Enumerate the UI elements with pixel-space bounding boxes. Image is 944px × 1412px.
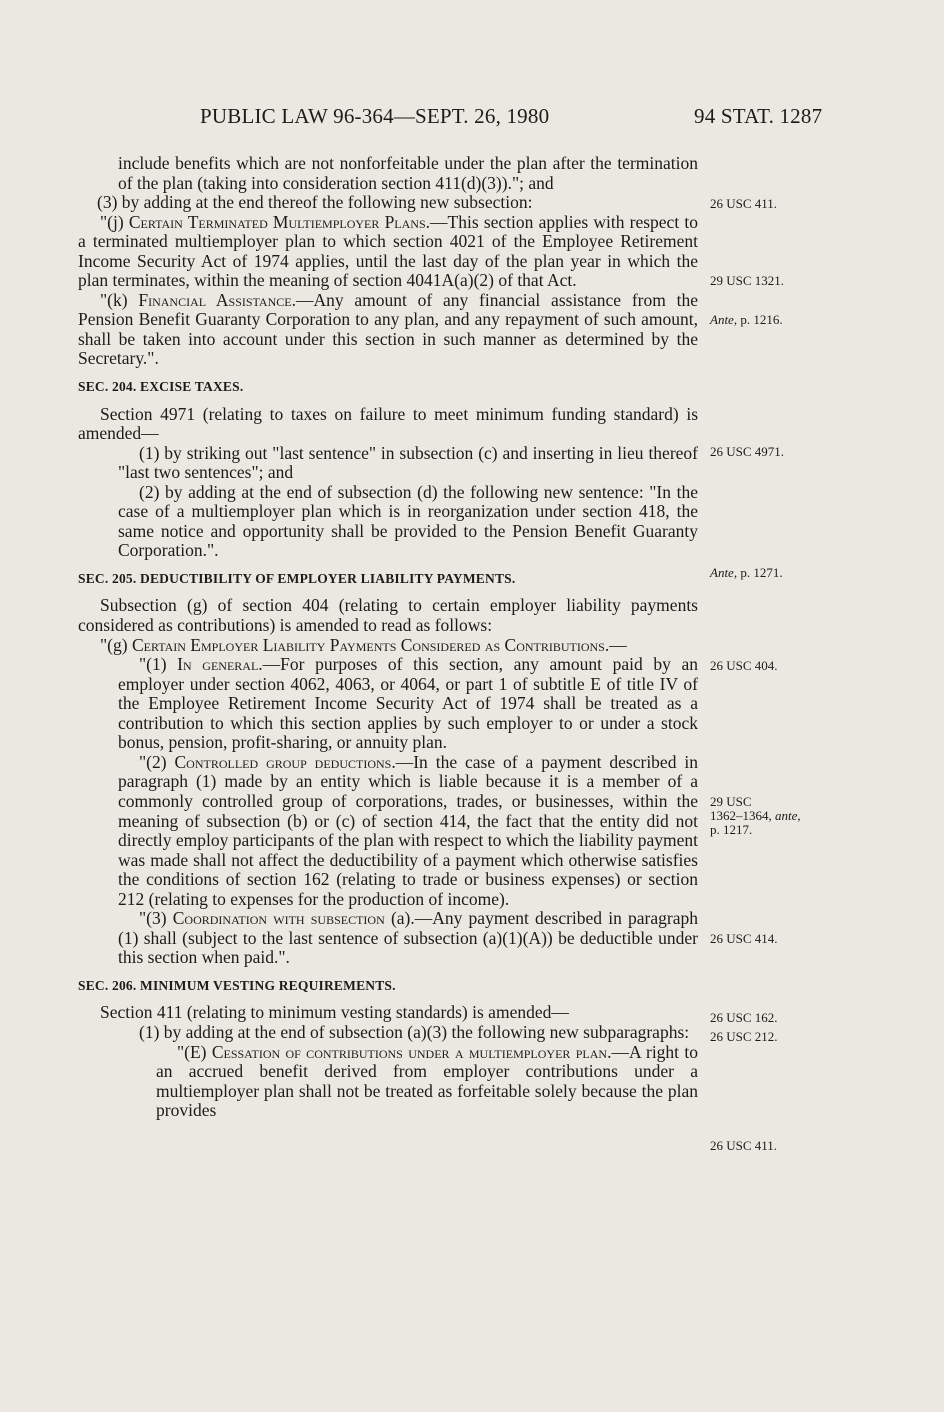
paragraph: include benefits which are not nonforfeitable under the plan after the termination of the plan (taking into consideration section 411(d)(3))."; and — [118, 153, 698, 193]
paragraph: "(E) Cessation of contributions under a multiemployer plan.—A right to an accrued benefit derived from employer contributions under a multiemployer plan shall not be treated as forfeitable solely because the plan provides — [156, 1041, 698, 1121]
paragraph-heading: In general. — [177, 654, 263, 675]
margin-note: 29 USC 1362–1364, ante, p. 1217. — [710, 794, 801, 837]
margin-note: 26 USC 404. — [710, 658, 778, 673]
paragraph: "(j) Certain Terminated Multiemployer Plans.—This section applies with respect to a terminated multiemployer plan to which section 4021 of the Employee Retirement Income Security Act of 1974 applies, until the last day of the plan year in which the plan terminates, within the meaning of section 4041A(a)(2) of that Act. — [78, 211, 698, 291]
subsection-heading: Certain Terminated Multiemployer Plans. — [128, 211, 431, 232]
subsection-heading: Financial Assistance. — [138, 289, 296, 310]
paragraph-heading: Cessation of contributions under a multiemployer plan. — [211, 1041, 612, 1062]
paragraph: "(3) Coordination with subsection (a).—Any payment described in paragraph (1) shall (subject to the last sentence of subsection (a)(1)(A)) be deductible under this section when paid.". — [118, 908, 698, 968]
paragraph-heading: Controlled group deductions. — [174, 751, 396, 772]
section-heading: SEC. 205. DEDUCTIBILITY OF EMPLOYER LIABILITY PAYMENTS. — [78, 570, 516, 586]
paragraph-heading: Coordination with subsection — [172, 908, 385, 929]
paragraph: "(2) Controlled group deductions.—In the case of a payment described in paragraph (1) made by an entity which is liable because it is a member of a commonly controlled group of corporations, trades, or businesses, within the meaning of subsection (b) or (c) of section 414, the fact that the entity did not directly employ participants of the plan with respect to which the liability payment was made shall not affect the deductibility of a payment which otherwise satisfies the conditions of section 162 (relating to trade or business expenses) or section 212 (relating to expenses for the production of income). — [118, 751, 698, 909]
margin-note: Ante, p. 1216. — [710, 312, 783, 327]
running-header-page: 94 STAT. 1287 — [694, 104, 823, 128]
margin-note: Ante, p. 1271. — [710, 565, 783, 580]
paragraph: (2) by adding at the end of subsection (d) the following new sentence: "In the case of a multiemployer plan which is in reorganization under section 418, the same notice and opportunity shall be provided to the Pension Benefit Guaranty Corporation.". — [118, 481, 698, 561]
paragraph: "(1) In general.—For purposes of this section, any amount paid by an employer under section 4062, 4063, or 4064, or part 1 of subtitle E of title IV of the Employee Retirement Income Security Act of 1974 shall be treated as a contribution to which this section applies by such employer to or under a stock bonus, pension, profit-sharing, or annuity plan. — [118, 654, 698, 753]
margin-note: 26 USC 411. — [710, 1138, 778, 1153]
margin-note: 26 USC 414. — [710, 931, 778, 946]
paragraph: (3) by adding at the end thereof the following new subsection: — [97, 192, 533, 213]
margin-note: 26 USC 212. — [710, 1029, 778, 1044]
running-header-title: PUBLIC LAW 96-364—SEPT. 26, 1980 — [200, 104, 550, 128]
paragraph: Section 411 (relating to minimum vesting standards) is amended— — [100, 1002, 569, 1023]
paragraph: Section 4971 (relating to taxes on failure to meet minimum funding standard) is amended— — [78, 403, 698, 444]
statute-text — [78, 154, 698, 1121]
paragraph: "(k) Financial Assistance.—Any amount of any financial assistance from the Pension Benefit Guaranty Corporation to any plan, and any repayment of such amount, shall be taken into account under this section in such manner as determined by the Secretary.". — [78, 289, 698, 369]
section-heading: SEC. 204. EXCISE TAXES. — [78, 379, 244, 395]
subsection-heading: Certain Employer Liability Payments Considered as Contributions. — [131, 634, 610, 655]
section-heading: SEC. 206. MINIMUM VESTING REQUIREMENTS. — [78, 977, 396, 993]
paragraph: (1) by striking out "last sentence" in subsection (c) and inserting in lieu thereof "last two sentences"; and — [118, 442, 698, 483]
paragraph: Subsection (g) of section 404 (relating to certain employer liability payments considered as contributions) is amended to read as follows: — [78, 595, 698, 636]
paragraph: "(g) Certain Employer Liability Payments Considered as Contributions.— — [100, 634, 627, 655]
margin-note: 29 USC 1321. — [710, 273, 785, 288]
paragraph: (1) by adding at the end of subsection (a)(3) the following new subparagraphs: — [139, 1021, 690, 1042]
margin-note: 26 USC 4971. — [710, 444, 785, 459]
margin-note: 26 USC 162. — [710, 1010, 778, 1025]
margin-note: 26 USC 411. — [710, 196, 778, 211]
